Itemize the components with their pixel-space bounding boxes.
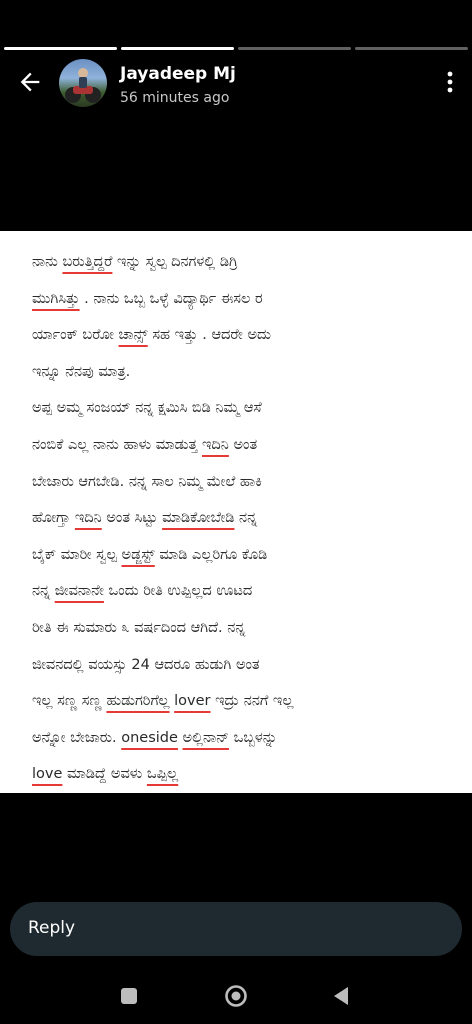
story-progress-segment xyxy=(238,47,351,50)
text-line xyxy=(32,317,457,354)
story-progress-bar xyxy=(4,47,468,50)
underlined-word: ಬರುತ್ತಿದ್ದರೆ xyxy=(62,254,113,270)
text-line xyxy=(32,720,457,757)
underlined-word: love xyxy=(32,766,63,783)
recents-square-icon[interactable] xyxy=(121,988,137,1004)
text-segment: ಸಹ ಇತ್ತು . ಆದರೇ ಅದು xyxy=(147,327,271,344)
text-segment: ಅಂತ ಸಿಟ್ಟು xyxy=(101,510,163,527)
text-line xyxy=(32,610,457,647)
text-segment: ಬೈಕ್ ಮಾರೀ ಸ್ವಲ್ಪ xyxy=(32,546,122,563)
underlined-word: ಒಪ್ಪಿಲ್ಲ xyxy=(146,766,179,783)
back-arrow-icon[interactable] xyxy=(16,68,44,96)
text-line xyxy=(32,354,457,391)
text-segment: ನನ್ನ xyxy=(32,583,55,600)
text-segment: ರ್ಯಾಂಕ್ ಬರೋ xyxy=(32,327,119,344)
underlined-word: lover xyxy=(174,693,211,710)
text-line xyxy=(32,756,457,793)
text-line xyxy=(32,647,457,684)
text-line xyxy=(32,244,457,281)
underlined-word: oneside xyxy=(121,729,178,746)
underlined-word: ಇದಿನಿ xyxy=(202,436,229,453)
underlined-word: ಅಲ್ಲಿನಾನ್ xyxy=(182,729,229,746)
story-progress-segment xyxy=(121,47,234,50)
text-segment: ಅನ್ನೋ ಬೇಜಾರು. xyxy=(32,729,122,746)
text-segment: ಅಂತ xyxy=(228,436,258,453)
text-line xyxy=(32,464,457,501)
underlined-word: ಅಡ್ಜಸ್ಟ್ xyxy=(121,546,155,563)
back-triangle-icon[interactable] xyxy=(332,985,350,1007)
text-line xyxy=(32,390,457,427)
text-segment: ಇನ್ನು ಸ್ವಲ್ಪ ದಿನಗಳಲ್ಲಿ ಡಿಗ್ರಿ xyxy=(112,254,238,270)
system-nav-bar xyxy=(0,974,472,1016)
text-segment: ಇದ್ರು ನನಗೆ ಇಲ್ಲ xyxy=(210,693,294,710)
text-segment: ಒಬ್ಬಳನ್ನು xyxy=(229,729,278,746)
underlined-word: ಇದಿನಿ xyxy=(74,510,102,527)
more-vertical-icon[interactable] xyxy=(446,70,454,94)
text-line xyxy=(32,537,457,574)
text-segment: ಇನ್ನೂ ನೆನಪು ಮಾತ್ರ. xyxy=(32,363,131,380)
avatar[interactable] xyxy=(59,59,107,107)
underlined-word: ಚಾನ್ಸ್ xyxy=(118,327,148,344)
text-segment: ಬೇಜಾರು ಆಗಬೇಡಿ. ನನ್ನ ಸಾಲ ನಿಮ್ಮ ಮೇಲೆ ಹಾಕಿ xyxy=(32,473,262,490)
text-segment: ಜೀವನದಲ್ಲಿ ವಯಸ್ಸು 24 ಆದರೂ ಹುಡುಗಿ ಅಂತ xyxy=(32,656,260,673)
text-segment: ಮಾಡಿ ಎಲ್ಲರಿಗೂ ಕೊಡಿ xyxy=(154,546,268,563)
story-header xyxy=(0,58,472,110)
underlined-word: ಜೀವನಾನೇ xyxy=(54,583,104,600)
text-segment: ನಾನು xyxy=(32,254,63,270)
text-line xyxy=(32,683,457,720)
story-image xyxy=(0,231,472,793)
home-circle-icon[interactable] xyxy=(224,984,248,1008)
underlined-word: ಮಾಡಿಕೋಬೇಡಿ xyxy=(162,510,235,527)
text-segment: ಮಾಡಿದ್ದೆ ಅವಳು xyxy=(62,766,147,783)
text-segment: ಹೋಗ್ತಾ xyxy=(32,510,75,527)
text-segment: ನಂಬಿಕೆ ಎಲ್ಲ ನಾನು ಹಾಳು ಮಾಡುತ್ತ xyxy=(32,436,202,453)
story-progress-segment xyxy=(4,47,117,50)
text-line xyxy=(32,281,457,318)
text-line xyxy=(32,427,457,464)
story-timestamp: 56 minutes ago xyxy=(120,90,230,106)
underlined-word: ಮುಗಿಸಿತ್ತು xyxy=(32,290,80,307)
underlined-word: ಹುಡುಗರಿಗೆಲ್ಲ xyxy=(106,693,170,710)
text-segment: . ನಾನು ಒಬ್ಬ ಒಳ್ಳೆ ವಿದ್ಯಾರ್ಥಿ ಈಸಲ ರ xyxy=(79,290,263,307)
story-progress-segment xyxy=(355,47,468,50)
text-line xyxy=(32,500,457,537)
story-text xyxy=(32,244,457,793)
avatar-photo xyxy=(59,59,107,107)
user-name[interactable]: Jayadeep Mj xyxy=(120,64,236,84)
text-segment: ನನ್ನ xyxy=(234,510,258,527)
text-line xyxy=(32,573,457,610)
text-segment: ಅಪ್ಪ ಅಮ್ಮ ಸಂಜಯ್ ನನ್ನ ಕ್ಷಮಿಸಿ ಬಿಡಿ ನಿಮ್ಮ ಆಸೆ xyxy=(32,400,262,417)
reply-input[interactable] xyxy=(10,902,462,956)
reply-placeholder: Reply xyxy=(28,918,76,938)
text-segment: ರೀತಿ ಈ ಸುಮಾರು ೩ ವರ್ಷದಿಂದ ಆಗಿದೆ. ನನ್ನ xyxy=(32,619,246,636)
text-segment: ಒಂದು ರೀತಿ ಉಪ್ಪಿಲ್ಲದ ಊಟದ xyxy=(103,583,253,600)
text-segment: ಇಲ್ಲ ಸಣ್ಣ ಸಣ್ಣ xyxy=(32,693,107,710)
